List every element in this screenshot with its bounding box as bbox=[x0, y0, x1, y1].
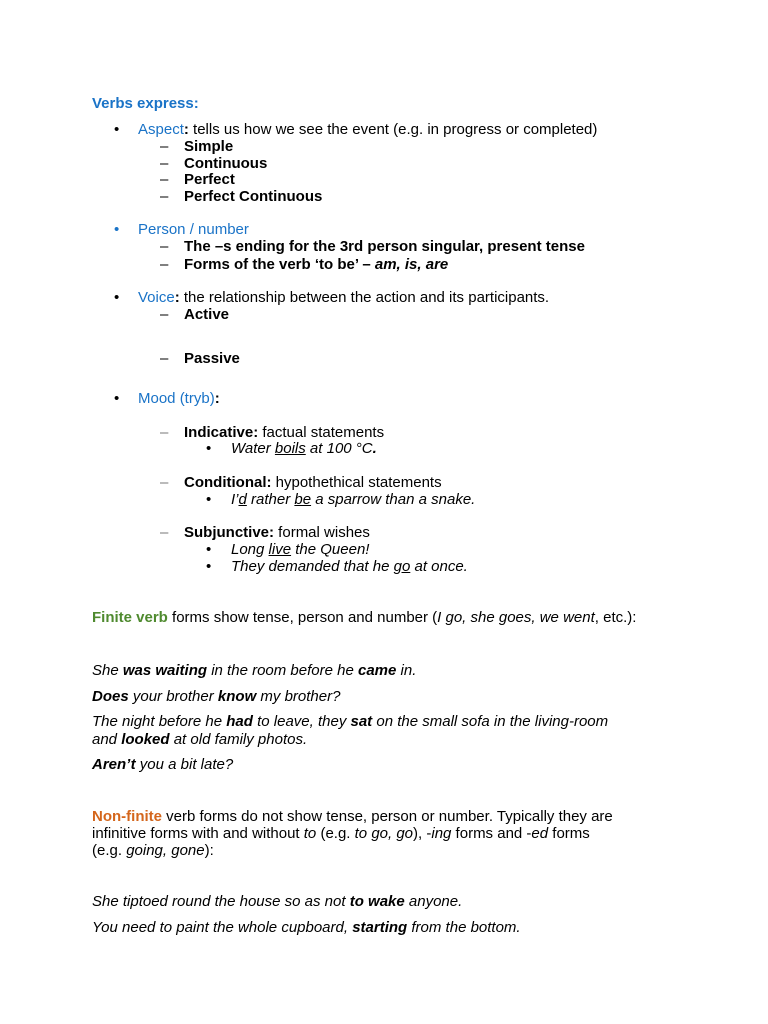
bullet-icon: • bbox=[206, 541, 212, 558]
verb-form: was waiting bbox=[122, 662, 208, 679]
example-text: at once. bbox=[410, 558, 468, 575]
example-underlined: d bbox=[238, 491, 247, 508]
example-text: rather bbox=[246, 491, 295, 508]
example-text: They demanded that he bbox=[231, 558, 394, 575]
verb-form: to wake bbox=[349, 893, 405, 910]
example-underlined: go bbox=[393, 558, 411, 575]
bullet-icon: • bbox=[114, 390, 120, 407]
example-text: a sparrow than a snake. bbox=[311, 491, 476, 508]
voice-desc: the relationship between the action and its participants. bbox=[179, 289, 550, 306]
nonfinite-paragraph bbox=[92, 808, 613, 825]
sentence-text: you a bit late? bbox=[135, 756, 234, 773]
aspect-desc: tells us how we see the event (e.g. in progress or completed) bbox=[188, 121, 598, 138]
bullet-icon: • bbox=[206, 440, 212, 457]
nonfinite-label: Non-finite bbox=[92, 808, 162, 825]
dash-icon: – bbox=[160, 238, 169, 255]
example-sentence bbox=[92, 662, 416, 679]
dash-icon: – bbox=[160, 306, 169, 323]
dash-icon: – bbox=[160, 474, 169, 491]
nonfinite-italic: going, gone bbox=[126, 842, 205, 859]
voice-label: Voice bbox=[138, 289, 175, 306]
dash-icon: – bbox=[160, 188, 169, 205]
indicative-desc: factual statements bbox=[258, 424, 385, 441]
sentence-text: at old family photos. bbox=[169, 731, 308, 748]
nonfinite-text: forms and - bbox=[451, 825, 532, 842]
finite-examples: I go, she goes, we went bbox=[437, 609, 595, 626]
nonfinite-italic: ed bbox=[531, 825, 549, 842]
sentence-text: in the room before he bbox=[207, 662, 358, 679]
section-heading: Verbs express: bbox=[92, 95, 199, 112]
dash-icon: – bbox=[160, 171, 169, 188]
nonfinite-text: infinitive forms with and without bbox=[92, 825, 304, 842]
bullet-icon: • bbox=[114, 289, 120, 306]
example-text: Long bbox=[231, 541, 269, 558]
person-item bbox=[184, 256, 448, 273]
example-text: I’ bbox=[231, 491, 239, 508]
example-text: . bbox=[372, 440, 377, 457]
voice-item: Passive bbox=[184, 350, 240, 367]
example-underlined: boils bbox=[274, 440, 306, 457]
nonfinite-text: ): bbox=[204, 842, 214, 859]
finite-label: Finite verb bbox=[92, 609, 168, 626]
nonfinite-text: (e.g. bbox=[92, 842, 127, 859]
aspect-line bbox=[138, 121, 597, 138]
bullet-icon: • bbox=[206, 558, 212, 575]
person-label: Person / number bbox=[138, 221, 249, 238]
subjunctive-desc: formal wishes bbox=[274, 524, 370, 541]
example-sentence bbox=[92, 919, 521, 936]
person-item-bold: Forms of the verb ‘to be’ – bbox=[184, 256, 375, 273]
verb-form: starting bbox=[352, 919, 408, 936]
aspect-item: Perfect bbox=[184, 171, 235, 188]
verb-form: sat bbox=[350, 713, 373, 730]
sentence-text: to leave, they bbox=[252, 713, 351, 730]
nonfinite-italic: to go, go bbox=[354, 825, 414, 842]
person-item-italic: am, is, are bbox=[374, 256, 449, 273]
aspect-colon: : bbox=[183, 121, 189, 138]
dash-icon: – bbox=[160, 155, 169, 172]
example-sentence bbox=[92, 893, 462, 910]
dash-icon: – bbox=[160, 424, 169, 441]
aspect-item: Continuous bbox=[184, 155, 268, 172]
sentence-text: your brother bbox=[128, 688, 218, 705]
sentence-text: from the bottom. bbox=[407, 919, 521, 936]
aspect-item: Simple bbox=[184, 138, 234, 155]
nonfinite-text: (e.g. bbox=[316, 825, 355, 842]
verb-form: Does bbox=[92, 688, 129, 705]
sentence-text: in. bbox=[396, 662, 417, 679]
nonfinite-text: verb forms do not show tense, person or number. Typically they are bbox=[161, 808, 613, 825]
verb-form: came bbox=[357, 662, 397, 679]
example-text: at 100 °C bbox=[305, 440, 373, 457]
example-text: the Queen! bbox=[291, 541, 370, 558]
sentence-text: She tiptoed round the house so as not bbox=[92, 893, 350, 910]
dash-icon: – bbox=[160, 256, 169, 273]
indicative-label: Indicative: bbox=[184, 424, 259, 441]
finite-text: forms show tense, person and number ( bbox=[167, 609, 438, 626]
example-sentence bbox=[92, 756, 233, 773]
subjunctive-label: Subjunctive: bbox=[184, 524, 275, 541]
dash-icon: – bbox=[160, 524, 169, 541]
indicative-example bbox=[231, 440, 377, 457]
example-text: Water bbox=[231, 440, 275, 457]
mood-indicative bbox=[184, 424, 384, 441]
sentence-text: on the small sofa in the living-room bbox=[372, 713, 609, 730]
nonfinite-text: ), - bbox=[413, 825, 432, 842]
voice-line bbox=[138, 289, 549, 306]
example-sentence bbox=[92, 688, 340, 705]
voice-colon: : bbox=[174, 289, 180, 306]
example-underlined: live bbox=[268, 541, 292, 558]
dash-icon: – bbox=[160, 138, 169, 155]
sentence-text: You need to paint the whole cupboard, bbox=[92, 919, 353, 936]
sentence-text: my brother? bbox=[256, 688, 341, 705]
mood-colon: : bbox=[214, 390, 220, 407]
nonfinite-italic: to bbox=[303, 825, 317, 842]
conditional-example bbox=[231, 491, 475, 508]
nonfinite-italic: ing bbox=[431, 825, 452, 842]
nonfinite-text: forms bbox=[548, 825, 590, 842]
bullet-icon: • bbox=[114, 221, 120, 238]
subjunctive-example bbox=[231, 558, 468, 575]
verb-form: looked bbox=[121, 731, 170, 748]
sentence-text: The night before he bbox=[92, 713, 227, 730]
sentence-text: She bbox=[92, 662, 123, 679]
mood-label: Mood (tryb) bbox=[138, 390, 215, 407]
verb-form: Aren’t bbox=[92, 756, 136, 773]
mood-conditional bbox=[184, 474, 442, 491]
mood-subjunctive bbox=[184, 524, 370, 541]
finite-text: , etc.): bbox=[594, 609, 637, 626]
verb-form: had bbox=[226, 713, 253, 730]
finite-paragraph bbox=[92, 609, 636, 626]
subjunctive-example bbox=[231, 541, 369, 558]
voice-item: Active bbox=[184, 306, 230, 323]
nonfinite-paragraph bbox=[92, 842, 214, 859]
nonfinite-paragraph bbox=[92, 825, 590, 842]
example-sentence bbox=[92, 731, 307, 748]
verb-form: know bbox=[217, 688, 257, 705]
conditional-label: Conditional: bbox=[184, 474, 272, 491]
conditional-desc: hypothethical statements bbox=[271, 474, 442, 491]
sentence-text: and bbox=[92, 731, 122, 748]
example-sentence bbox=[92, 713, 608, 730]
bullet-icon: • bbox=[114, 121, 120, 138]
example-underlined: be bbox=[294, 491, 312, 508]
aspect-item: Perfect Continuous bbox=[184, 188, 323, 205]
person-item: The –s ending for the 3rd person singular, present tense bbox=[184, 238, 585, 255]
aspect-label: Aspect bbox=[138, 121, 184, 138]
dash-icon: – bbox=[160, 350, 169, 367]
mood-line bbox=[138, 390, 220, 407]
sentence-text: anyone. bbox=[404, 893, 463, 910]
bullet-icon: • bbox=[206, 491, 212, 508]
